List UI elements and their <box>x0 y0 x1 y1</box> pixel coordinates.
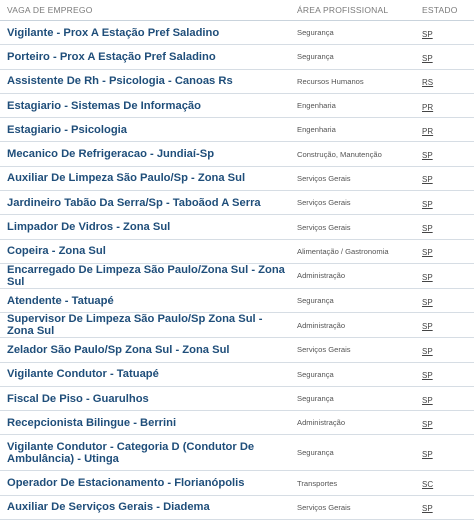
job-state-cell <box>414 93 474 117</box>
state-link[interactable]: SP <box>422 449 433 459</box>
state-link[interactable]: RS <box>422 78 434 88</box>
job-title-cell <box>0 45 289 69</box>
job-area: Administração <box>289 263 414 288</box>
state-link[interactable]: SP <box>422 419 433 429</box>
state-link[interactable]: SP <box>422 53 433 63</box>
state-link[interactable]: SP <box>422 224 433 234</box>
job-area: Engenharia <box>289 118 414 142</box>
table-row <box>0 142 474 166</box>
job-title-cell <box>0 362 289 386</box>
table-row <box>0 45 474 69</box>
table-row <box>0 93 474 117</box>
job-link[interactable]: Auxiliar De Serviços Gerais - Diadema <box>7 501 210 514</box>
job-link[interactable]: Mecanico De Refrigeracao - Jundiaí-Sp <box>7 148 215 161</box>
state-link[interactable]: SP <box>422 175 433 185</box>
job-title-cell <box>0 411 289 435</box>
table-row <box>0 288 474 312</box>
job-area: Engenharia <box>289 93 414 117</box>
table-row <box>0 471 474 495</box>
job-state-cell <box>414 386 474 410</box>
column-header-area: ÁREA PROFISSIONAL <box>289 0 414 21</box>
job-state-cell <box>414 263 474 288</box>
job-link[interactable]: Vigilante - Prox A Estação Pref Saladino <box>7 26 220 39</box>
job-title-cell <box>0 338 289 362</box>
job-state-cell <box>414 142 474 166</box>
job-state-cell <box>414 69 474 93</box>
job-title-cell <box>0 471 289 495</box>
job-link[interactable]: Zelador São Paulo/Sp Zona Sul - Zona Sul <box>7 343 230 356</box>
state-link[interactable]: SP <box>422 297 433 307</box>
table-row <box>0 166 474 190</box>
table-row <box>0 191 474 215</box>
job-list <box>0 21 474 520</box>
table-row <box>0 435 474 471</box>
job-state-cell <box>414 411 474 435</box>
job-state-cell <box>414 215 474 239</box>
state-link[interactable]: SP <box>422 322 433 332</box>
column-header-job: VAGA DE EMPREGO <box>0 0 289 21</box>
job-link[interactable]: Supervisor De Limpeza São Paulo/Sp Zona Sul - Zona Sul <box>7 313 263 338</box>
job-title-cell <box>0 21 289 45</box>
job-title-cell <box>0 191 289 215</box>
table-row <box>0 69 474 93</box>
table-row <box>0 118 474 142</box>
job-area: Segurança <box>289 362 414 386</box>
job-title-cell <box>0 118 289 142</box>
job-area: Segurança <box>289 435 414 471</box>
job-area: Alimentação / Gastronomia <box>289 239 414 263</box>
job-title-cell <box>0 142 289 166</box>
table-row <box>0 239 474 263</box>
state-link[interactable]: SP <box>422 395 433 405</box>
job-title-cell <box>0 313 289 338</box>
table-row <box>0 263 474 288</box>
job-area: Serviços Gerais <box>289 338 414 362</box>
job-link[interactable]: Operador De Estacionamento - Florianópolis <box>7 477 245 490</box>
job-title-cell <box>0 69 289 93</box>
state-link[interactable]: SP <box>422 272 433 282</box>
job-title-cell <box>0 93 289 117</box>
job-link[interactable]: Vigilante Condutor - Tatuapé <box>7 368 159 381</box>
job-link[interactable]: Encarregado De Limpeza São Paulo/Zona Sul - Zona Sul <box>7 263 285 288</box>
job-title-cell <box>0 239 289 263</box>
job-state-cell <box>414 45 474 69</box>
job-state-cell <box>414 191 474 215</box>
job-area: Serviços Gerais <box>289 495 414 519</box>
job-link[interactable]: Auxiliar De Limpeza São Paulo/Sp - Zona Sul <box>7 172 246 185</box>
table-row <box>0 21 474 45</box>
job-link[interactable]: Estagiario - Psicologia <box>7 123 127 136</box>
job-title-cell <box>0 288 289 312</box>
job-title-cell <box>0 215 289 239</box>
state-link[interactable]: SP <box>422 248 433 258</box>
table-row <box>0 411 474 435</box>
job-area: Segurança <box>289 386 414 410</box>
column-header-state: ESTADO <box>414 0 474 21</box>
job-link[interactable]: Jardineiro Tabão Da Serra/Sp - Taboãod A Serra <box>7 196 261 209</box>
job-link[interactable]: Fiscal De Piso - Guarulhos <box>7 392 149 405</box>
job-area: Recursos Humanos <box>289 69 414 93</box>
table-row <box>0 386 474 410</box>
job-link[interactable]: Atendente - Tatuapé <box>7 294 114 307</box>
job-link[interactable]: Vigilante Condutor - Categoria D (Condutor De Ambulância) - Utinga <box>7 440 255 465</box>
job-area: Serviços Gerais <box>289 166 414 190</box>
job-area: Administração <box>289 411 414 435</box>
state-link[interactable]: SP <box>422 151 433 161</box>
job-link[interactable]: Porteiro - Prox A Estação Pref Saladino <box>7 50 216 63</box>
job-area: Serviços Gerais <box>289 215 414 239</box>
table-row <box>0 338 474 362</box>
job-title-cell <box>0 435 289 471</box>
state-link[interactable]: SP <box>422 504 433 514</box>
table-row <box>0 362 474 386</box>
table-row <box>0 313 474 338</box>
job-link[interactable]: Recepcionista Bilingue - Berrini <box>7 416 177 429</box>
job-area: Transportes <box>289 471 414 495</box>
table-row <box>0 495 474 519</box>
job-state-cell <box>414 313 474 338</box>
job-title-cell <box>0 386 289 410</box>
state-link[interactable]: PR <box>422 126 434 136</box>
job-area: Segurança <box>289 45 414 69</box>
job-state-cell <box>414 239 474 263</box>
job-state-cell <box>414 118 474 142</box>
job-state-cell <box>414 495 474 519</box>
job-state-cell <box>414 21 474 45</box>
table-row <box>0 215 474 239</box>
job-state-cell <box>414 471 474 495</box>
job-title-cell <box>0 263 289 288</box>
state-link[interactable]: SP <box>422 29 433 39</box>
job-link[interactable]: Limpador De Vidros - Zona Sul <box>7 221 171 234</box>
job-link[interactable]: Estagiario - Sistemas De Informação <box>7 99 201 112</box>
job-link[interactable]: Copeira - Zona Sul <box>7 245 106 258</box>
job-state-cell <box>414 362 474 386</box>
job-area: Serviços Gerais <box>289 191 414 215</box>
state-link[interactable]: SP <box>422 199 433 209</box>
job-state-cell <box>414 166 474 190</box>
job-link[interactable]: Assistente De Rh - Psicologia - Canoas Rs <box>7 75 233 88</box>
job-title-cell <box>0 166 289 190</box>
job-state-cell <box>414 338 474 362</box>
job-area: Construção, Manutenção <box>289 142 414 166</box>
state-link[interactable]: SC <box>422 480 434 490</box>
job-area: Segurança <box>289 288 414 312</box>
job-state-cell <box>414 288 474 312</box>
state-link[interactable]: SP <box>422 346 433 356</box>
job-title-cell <box>0 495 289 519</box>
state-link[interactable]: PR <box>422 102 434 112</box>
job-area: Segurança <box>289 21 414 45</box>
table-header-row <box>0 0 474 21</box>
job-area: Administração <box>289 313 414 338</box>
job-state-cell <box>414 435 474 471</box>
state-link[interactable]: SP <box>422 371 433 381</box>
